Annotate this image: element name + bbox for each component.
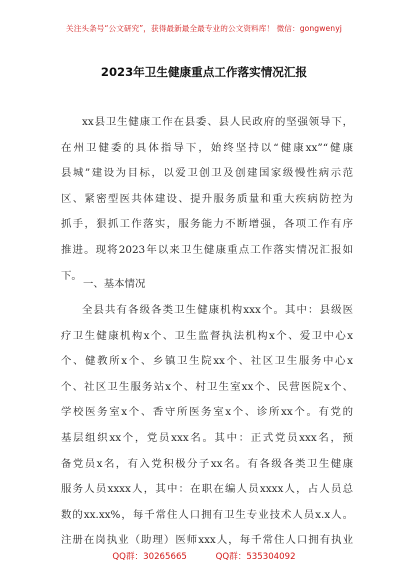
text-line: 县城”建设为目标，以爱卫创卫及创建国家级慢性病示范 — [61, 167, 353, 180]
footer-qq-group-2: QQ群：535304092 — [215, 552, 296, 562]
text-line: 在州卫健委的具体指导下，始终坚持以“健康xx”“健康 — [61, 141, 353, 154]
text-line: 基层组织xx个，党员xxx名。其中：正式党员xxx名，预 — [61, 431, 353, 444]
text-line: 全县共有各级各类卫生健康机构xxx个。其中：县级医 — [82, 304, 353, 316]
text-line: 备党员x名，有入党积极分子xx名。有各级各类卫生健康 — [61, 457, 353, 470]
text-line: xx县卫生健康工作在县委、县人民政府的坚强领导下， — [82, 116, 353, 128]
header-banner: 关注头条号“公文研究”，获得最新最全最专业的公文资料库！ 微信：gongwenyj — [66, 24, 342, 33]
section-heading: 一、基本情况 — [83, 278, 146, 290]
paragraph-intro — [61, 110, 353, 289]
text-line: 抓手，狠抓工作落实，服务能力不断增强，各项工作有序 — [61, 218, 353, 231]
text-line: 个、社区卫生服务站x个、村卫生室xx个、民营医院x个、 — [61, 380, 353, 393]
footer-qq-group-1: QQ群：30265665 — [112, 552, 187, 562]
text-line: 疗卫生健康机构x个、卫生监督执法机构x个、爱卫中心x — [61, 329, 353, 342]
paragraph-basic-info — [61, 298, 353, 554]
text-line: 数的xx.xx%，每千常住人口拥有卫生专业技术人员x.x人。 — [61, 508, 353, 521]
text-line: 推进。现将2023年以来卫生健康重点工作落实情况汇报如 — [61, 243, 353, 256]
text-line: 下。 — [61, 269, 82, 282]
text-line: 个、健教所x个、乡镇卫生院xx个、社区卫生服务中心x — [61, 355, 353, 368]
text-line: 服务人员xxxx人，其中：在职在编人员xxxx人，占人员总 — [61, 483, 353, 496]
footer-contact — [0, 550, 408, 562]
document-title: 2023年卫生健康重点工作落实情况汇报 — [100, 65, 308, 79]
text-line: 学校医务室x个、香守所医务室x个、诊所xx个。有党的 — [61, 406, 353, 419]
text-line: 注册在岗执业（助理）医师xxx人，每千常住人口拥有执业 — [61, 534, 353, 547]
text-line: 区、紧密型医共体建设、提升服务质量和重大疾病防控为 — [61, 192, 353, 205]
